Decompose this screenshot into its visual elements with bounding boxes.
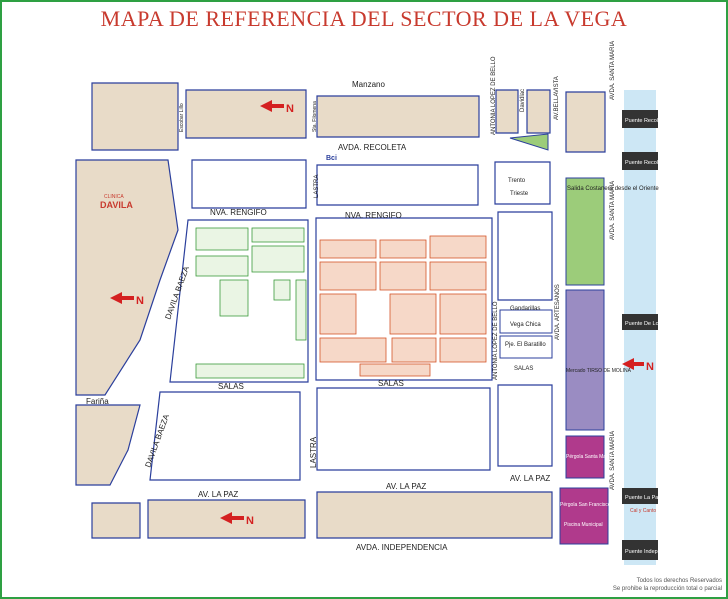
street-escobar-lillo: Escobar Lillo bbox=[179, 103, 185, 132]
copyright-line2: Se prohibe la reproducción total o parcial bbox=[612, 586, 722, 592]
block-ne-corner bbox=[566, 92, 605, 152]
bridge-la-paz: Puente La Paz bbox=[625, 495, 662, 501]
copyright-line1: Todos los derechos Reservados bbox=[636, 578, 722, 584]
mercado-tirso-label: Mercado TIRSO DE MOLINA bbox=[566, 368, 631, 374]
block-north-left bbox=[92, 83, 178, 150]
street-davila-baeza-upper: DAVILA BAEZA bbox=[163, 265, 191, 321]
block-southwest bbox=[76, 405, 140, 485]
bci-label: Bci bbox=[326, 155, 337, 162]
street-avda-artesanos: AVDA. ARTESANOS bbox=[555, 284, 561, 340]
street-salas-right: SALAS bbox=[378, 379, 404, 388]
block-south-3 bbox=[498, 385, 552, 466]
north-label-2: N bbox=[136, 295, 144, 307]
street-av-la-paz-right: AV. LA PAZ bbox=[510, 474, 551, 483]
block-rengifo-north bbox=[192, 160, 306, 208]
copyright bbox=[613, 577, 722, 593]
green-costanera bbox=[566, 178, 604, 285]
green-triangle bbox=[510, 134, 548, 150]
street-salas-left: SALAS bbox=[218, 382, 244, 391]
street-trieste: Trieste bbox=[510, 191, 529, 197]
pergola-san-francisco-label: Pérgola San Francisco bbox=[560, 502, 611, 508]
bridge-recoleta-oriente: Puente Recoleta Oriente bbox=[625, 118, 686, 124]
street-santa-maria-mid: AVDA. SANTA MARIA bbox=[610, 180, 616, 240]
street-lastra-upper: LASTRA bbox=[314, 174, 320, 198]
pergola-santa-maria-label: Pérgola Santa María bbox=[566, 454, 612, 460]
block-lapaz-1 bbox=[92, 503, 140, 538]
salida-costanera: Salida Costanera desde el Oriente bbox=[567, 186, 659, 192]
street-manzano: Manzano bbox=[352, 80, 385, 89]
north-label-4: N bbox=[646, 361, 654, 373]
mercado-tirso-de-molina bbox=[566, 290, 604, 430]
market-stalls-red bbox=[320, 236, 486, 376]
block-lastra-north bbox=[317, 165, 478, 205]
street-davidlac: Davidlac bbox=[520, 88, 526, 112]
bridge-independencia: Puente Independencia bbox=[625, 549, 681, 555]
street-lastra-lower: LASTRA bbox=[309, 436, 318, 468]
north-label-1: N bbox=[286, 103, 294, 115]
bridge-los-carros: Puente De Los Carros bbox=[625, 321, 680, 327]
clinica-davila-small: CLINICA bbox=[104, 194, 124, 200]
street-avda-recoleta: AVDA. RECOLETA bbox=[338, 143, 407, 152]
street-av-la-paz-mid: AV. LA PAZ bbox=[386, 482, 427, 491]
bridge-recoleta-poniente: Puente Recoleta Poniente bbox=[625, 160, 689, 166]
street-av-la-paz-left: AV. LA PAZ bbox=[198, 490, 239, 499]
street-nva-rengifo-left: NVA. RENGIFO bbox=[210, 208, 267, 217]
street-sta-filomena: Sta. Filomena bbox=[312, 101, 318, 132]
street-antonia-lopez-upper: ANTONIA LOPEZ DE BELLO bbox=[491, 56, 497, 135]
block-south-1 bbox=[150, 392, 300, 480]
pergola-san-francisco bbox=[560, 488, 608, 544]
street-pje-el-baratillo: Pje. El Baratillo bbox=[505, 342, 546, 348]
street-trento: Trento bbox=[508, 178, 526, 184]
street-av-bellavista: AV.BELLAVISTA bbox=[554, 76, 560, 120]
block-clinica-davila bbox=[76, 160, 178, 395]
street-avda-independencia: AVDA. INDEPENDENCIA bbox=[356, 543, 448, 552]
block-bellavista bbox=[527, 90, 550, 133]
block-davidlac bbox=[496, 90, 518, 133]
street-salas-small: SALAS bbox=[514, 366, 534, 372]
north-label-3: N bbox=[246, 515, 254, 527]
street-davila-baeza-lower: DAVILA BAEZA bbox=[143, 413, 171, 469]
map-title: MAPA DE REFERENCIA DEL SECTOR DE LA VEGA bbox=[100, 6, 628, 31]
block-artesanos bbox=[498, 212, 552, 300]
clinica-davila: DAVILA bbox=[100, 200, 133, 210]
piscina-municipal-label: Piscina Municipal bbox=[564, 522, 603, 528]
block-lapaz-3 bbox=[317, 492, 552, 538]
street-nva-rengifo-right: NVA. RENGIFO bbox=[345, 211, 402, 220]
street-antonia-lopez-lower: ANTONIA LOPEZ DE BELLO bbox=[493, 301, 499, 380]
street-farina: Fariña bbox=[86, 397, 109, 406]
street-vega-chica: Vega Chica bbox=[510, 322, 541, 328]
cal-y-canto-label: Cal y Canto bbox=[630, 508, 657, 514]
block-south-2 bbox=[317, 388, 490, 470]
block-north-right bbox=[317, 96, 479, 137]
street-gandarillas: Gandarillas bbox=[510, 306, 541, 312]
street-santa-maria-lower: AVDA. SANTA MARIA bbox=[610, 430, 616, 490]
street-santa-maria-upper: AVDA. SANTA MARIA bbox=[610, 40, 616, 100]
